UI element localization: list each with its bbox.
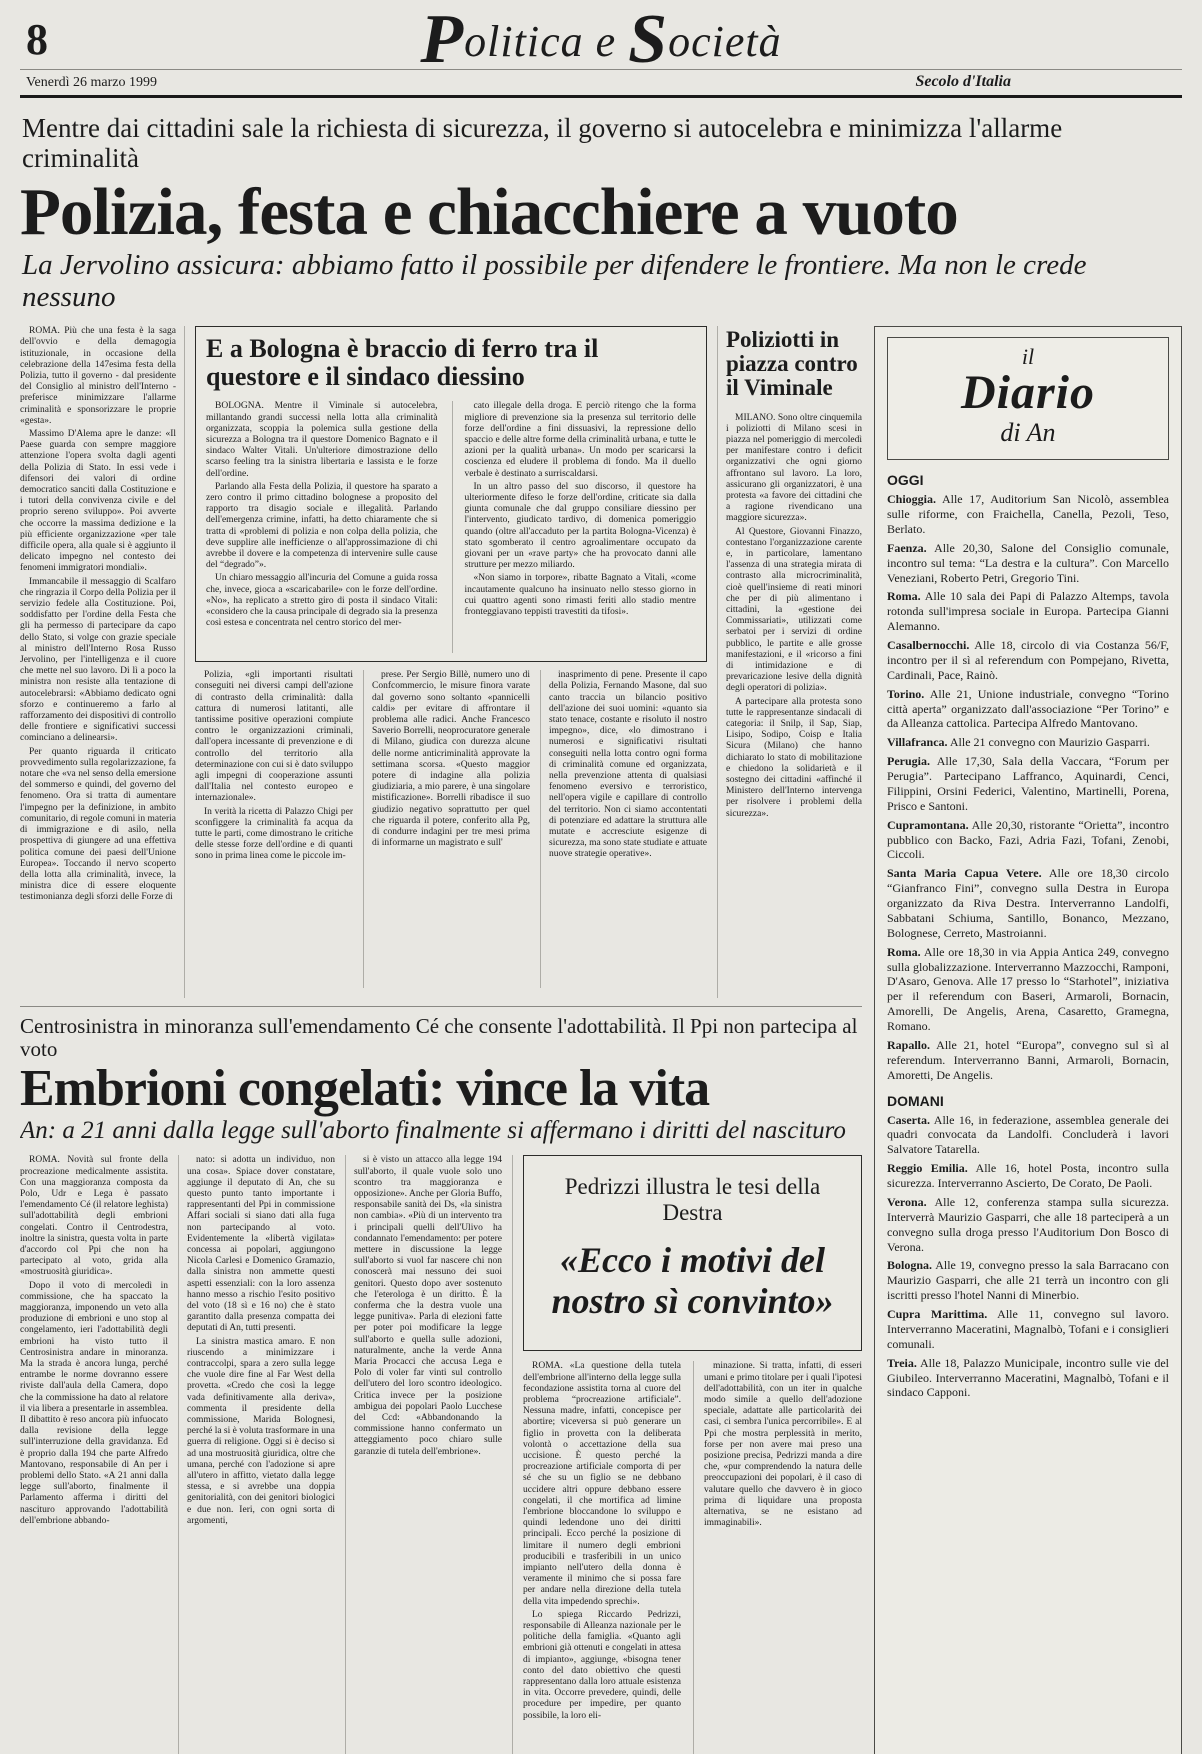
article2-body (20, 1155, 862, 1754)
diario-entry-city: Rapallo. (887, 1037, 931, 1052)
paragraph: In un altro passo del suo discorso, il questore ha ulteriormente difeso le forze dell'ordine, criticate sia dalla giunta comunale che dal gruppo consiliare diessino per l'intervento, giudicato tardivo, di domenica pomeriggio quando (oltre all'accaduto per la partita Bologna-Vicenza) è stato sgomberato il centro agroalimentare occupato da giovani per un «rave party» che ha provocato danni alle strutture per mezzo miliardo. (464, 481, 696, 571)
main-column (20, 326, 862, 1754)
paragraph: ROMA. Novità sul fronte della procreazione medicalmente assistita. Con una maggioranza composta da Polo, Udr e Lega è passato l'emendamento Cé (il relatore leghista) sull'adottabilità degli embrioni congelati. Contro il Centrodestra, inoltre la sinistra, questa volta in parte d'accordo col Ppi che non ha partecipato al voto, grida alla «mostruosità giuridica». (20, 1155, 168, 1278)
diario-entry-text: Alle 21, Unione industriale, convegno “Torino città aperta” organizzato dall'associazione “Per Torino” e da Alleanza cattolica. Partecipa Alfredo Mantovano. (887, 686, 1169, 731)
paragraph: Per quanto riguarda il criticato provvedimento sulla regolarizzazione, fa notare che «va nel senso della emersione del sommerso e quindi, del governo del fenomeno. Ora si tratta di aumentare l'impegno per la definizione, in ambito comunitario, di regole comuni in materia di immigrazione e di asilo, nella prospettiva di giungere ad una effettiva politica comune dei paesi dell'Unione Europea». Toccando il nervo scoperto della lotta alla criminalità, invece, la ministra dice di essere eloquente testimonianza degli sforzi delle Forze di (20, 746, 176, 903)
content-row (20, 326, 1182, 1754)
paragraph: prese. Per Sergio Billè, numero uno di Confcommercio, le misure finora varate dal governo sono soltanto «pannicelli caldi» per evitare di affrontare il problema alle radici. Anche Francesco Saverio Borrelli, neoprocuratore generale di Milano, giudica con durezza alcune delle norme anticriminalità approvate la settimana scorsa. «Questo maggior potere di indagine alla polizia giudiziaria, a mio parere, è una singolare mistificazione». Borrelli ribadisce il suo giudizio negativo soprattutto per quel che riguarda il potere, conferito alla Pg, di condurre indagini per tre mesi prima di informarne un magistrato e sull' (372, 670, 530, 849)
section-initial-p: P (420, 1, 465, 78)
article2-col2 (178, 1155, 335, 1754)
section-text-1: olitica e (464, 17, 629, 66)
oggi-entries (887, 492, 1169, 1082)
pedrizzi-body (523, 1361, 862, 1754)
diario-entry-city: Roma. (887, 589, 921, 604)
diario-entry (887, 638, 1169, 683)
diario-entry-text: Alle 17,30, Sala della Vaccara, “Forum per Perugia”. Partecipano Laffranco, Aquinardi, Cenci, Filippini, Orsini Federici, Valentino, Martinelli, Porena, Prisco e Santoni. (887, 754, 1169, 813)
diario-entry-city: Chioggia. (887, 492, 937, 507)
article2-col3 (345, 1155, 502, 1754)
pedrizzi-quote-box (523, 1155, 862, 1351)
article2-kicker: Centrosinistra in minoranza sull'emendamento Cé che consente l'adottabilità. Il Ppi non partecipa al voto (20, 1014, 858, 1062)
diario-entry (887, 818, 1169, 863)
diario-entry (887, 1258, 1169, 1303)
diario-entry-city: Caserta. (887, 1112, 930, 1127)
diario-entry (887, 1161, 1169, 1191)
oggi-label: OGGI (887, 472, 924, 489)
diario-entry-text: Alle 16, in federazione, assemblea generale dei quadri convocata da Landolfi. Concluderà i lavori Salvatore Tatarella. (887, 1112, 1170, 1157)
pedrizzi-quote: «Ecco i motivi del nostro sì convinto» (551, 1240, 834, 1321)
diario-entry (887, 1195, 1169, 1255)
diario-entry (887, 687, 1169, 732)
bologna-box-title: E a Bologna è braccio di ferro tra il questore e il sindaco diessino (206, 334, 599, 392)
section-text-2: ocietà (668, 17, 782, 66)
paragraph: ROMA. «La questione della tutela dell'embrione all'interno della legge sulla fecondazione assistita torna al cuore del problema “procreazione artificiale”. Nessuna madre, infatti, concepisce per abortire; viceversa si può generare un figlio in provetta con la deliberata volontà o accettazione della sua uccisione. È questo perché la procreazione artificiale comporta di per sé che su un figlio se ne debbano uccidere altri oppure debbano essere congelati, il che mortifica ad limine l'embrione bloccandone lo sviluppo e quindi ledendone uno dei diritti principali. Ecco perché la posizione di limitare il numero degli embrioni producibili e trasferibili in un unico impianto nell'utero della donna è veramente il minimo che si possa fare per andare nella direzione della tutela della vita impedendo sprechi». (523, 1361, 681, 1607)
paragraph: ROMA. Più che una festa è la saga dell'ovvio e della demagogia istituzionale, in occasione della celebrazione della 147esima festa della Polizia, tutto il governo - dal presidente del Consiglio al ministro dell'Interno - preferisce minimizzare l'allarme criminalità e sponsorizzare le proprie «gesta». (20, 326, 176, 426)
diario-entry (887, 1038, 1169, 1083)
paragraph: MILANO. Sono oltre cinquemila i poliziotti di Milano scesi in piazza nel pomeriggio di mercoledì per manifestare contro i deficit organizzativi che ogni giorno affrontano sul lavoro. La loro, assicurano gli organizzatori, è una protesta «a favore dei cittadini che a ragione rivendicano una maggiore sicurezza». (726, 412, 862, 524)
diario-entry (887, 866, 1169, 940)
paragraph: «Non siamo in torpore», ribatte Bagnato a Vitali, «come incautamente qualcuno ha insinuato nello stesso giorno in cui quattro agenti sono rimasti feriti allo stadio mentre fronteggiavano teppisti travestiti da tifosi». (464, 573, 696, 617)
diario-entry (887, 589, 1169, 634)
diario-rail (874, 326, 1182, 1754)
diario-entry-text: Alle 18, circolo di via Costanza 56/F, incontro per il sì al referendum con Pompejano, Rivetta, Cardinali, Pace, Rainò. (887, 638, 1169, 682)
diario-entry-text: Alle ore 18,30 circolo “Gianfranco Fini”, convegno sulla Destra in Europa organizzato da Riva Destra. Interverranno Landolfi, Sabbatani Schiuma, Santillo, Bonanco, Mezzano, Bolognese, Cerreto, Mastroianni. (887, 866, 1169, 940)
diario-entry-city: Treia. (887, 1355, 917, 1370)
paragraph: A partecipare alla protesta sono tutte le rappresentanze sindacali di categoria: il Snilp, il Sap, Siap, Lisipo, Sodipo, Coisp e Italia Sicura (Milano) che hanno dichiarato lo stato di mobilitazione e chiedono la solidarietà e il sostegno dei cittadini «affinché il Ministero dell'Interno intervenga per risolvere i problemi della sicurezza». (726, 696, 862, 819)
diario-entry-text: Alle 21, hotel “Europa”, convegno sul sì al referendum. Interverranno Banni, Armaroli, Bornacin, Amoretti, De Angelis. (887, 1037, 1169, 1082)
article2-col1 (20, 1155, 168, 1754)
diario-entry-city: Bologna. (887, 1258, 933, 1273)
bologna-box-col1 (206, 401, 438, 653)
pedrizzi-quote-kicker: Pedrizzi illustra le tesi della Destra (564, 1174, 821, 1226)
section-header (20, 1, 1182, 78)
poliziotti-body (726, 413, 862, 820)
diario-entry-city: Cupra Marittima. (887, 1307, 988, 1322)
paragraph: Al Questore, Giovanni Finazzo, contestano l'organizzazione carente e, in particolare, lamentano l'assenza di una strategia mirata di contrasto alla microcriminalità, cioè quell'insieme di reati minori che per di più alimentano i cittadini, la «gestione dei Commissariati», utilizzati come serbatoi per i servizi di ordine pubblico, le partite e alle grosse manifestazioni, e il «ricorso a fini di intimidazione e di prevaricazione lesive della dignità degli operatori di polizia». (726, 526, 862, 694)
section-title (420, 1, 782, 78)
diario-entry-text: Alle 16, hotel Posta, incontro sulla sicurezza. Interverranno Ascierto, De Corato, De Paoli. (887, 1161, 1170, 1191)
paragraph: Un chiaro messaggio all'incuria del Comune a guida rossa che, invece, gioca a «scaricabarile» con le forze dell'ordine. «No», ha replicato a stretto giro di posta il sindaco Vitali: «considero che la causa principale di degrado sia la presenza così estesa e concentrata nel centro storico del mer- (206, 573, 438, 629)
diario-logo-il: il (1021, 344, 1035, 370)
masthead: Secolo d'Italia (915, 73, 1011, 90)
bologna-box-col2 (452, 401, 697, 653)
paragraph: Immancabile il messaggio di Scalfaro che ringrazia il Corpo della Polizia per il servizio fedele alla Costituzione. Poi, soddisfatto per l'ordine della Festa che gli ha permesso di partecipare da capo dello Stato, si volge con grazie speciale al ministro dell'Interno Rosa Russo Jervolino, per l'intelligenza e il cuore che mette nel suo lavoro. Di lì a poco la ministra non resiste alla tentazione di autocelebrarsi: «Abbiamo dedicato ogni sforzo e continueremo a farlo al rafforzamento dei dispositivi di controllo delle frontiere e significativi successi cominciano a delinearsi». (20, 576, 177, 744)
article1-kicker: Mentre dai cittadini sale la richiesta di sicurezza, il governo si autocelebra e minimizza l'allarme criminalità (22, 113, 1063, 173)
poliziotti-column (717, 326, 862, 998)
diario-entry (887, 735, 1169, 750)
paragraph: In verità la ricetta di Palazzo Chigi per sconfiggere la criminalità fa acqua da tutte le parti, come dimostrano le critiche delle stesse forze dell'ordine e di quanti sono in prima linea come le piccole im- (195, 806, 353, 862)
page-number: 8 (26, 15, 48, 64)
diario-entry-text: Alle 17, Auditorium San Nicolò, assemblea sulle riforme, con Fraichella, Canella, Pezoli, Teso, Berlato. (887, 492, 1169, 536)
paragraph: Massimo D'Alema apre le danze: «Il Paese guarda con sempre maggiore attenzione l'opera svolta dagli agenti della Polizia di Stato. In essi vede i difensori dei valori di ordine democratico sanciti dalla Costituzione e i tutori della convivenza civile e del proprio sereno sviluppo». Poi avverte che occorre la massima dedizione e la più efficiente organizzazione «per tale difficile opera, alla quale si è aggiunto il delicato impegno nel contesto dei fenomeni immigratori mondiali». (20, 428, 176, 574)
diario-entry (887, 1113, 1169, 1158)
article1-headline: Polizia, festa e chiacchiere a vuoto (20, 175, 958, 250)
diario-entry-city: Faenza. (887, 540, 927, 555)
paragraph: Parlando alla Festa della Polizia, il questore ha sparato a zero contro il primo cittadino bolognese a proposito del rapporto tra disagio sociale e illegalità. Parlando dell'emergenza crimine, infatti, ha detto chiaramente che si tratta di «problemi di polizia e non colpa della polizia, che deve supplire alle inefficienze o all'approssimazione di chi avrebbe il dovere e la competenza di intervenire sulle cause del “degrado”». (206, 481, 438, 571)
diario-entry-city: Santa Maria Capua Vetere. (887, 866, 1042, 881)
diario-entry-text: Alle 21 convegno con Maurizio Gasparri. (949, 735, 1150, 750)
diario-logo-di-an: di An (1000, 417, 1056, 447)
paragraph: Dopo il voto di mercoledì in commissione, che ha spaccato la maggioranza, imponendo un veto alla produzione di embrioni e uno stop al congelamento, ieri l'adottabilità degli embrioni ha visto tutto il Centrosinistra andare in minoranza. Ma la strada è ancora lunga, perché entrambe le norme dovranno essere riviste dall'aula della Camera, dopo che la commissione ha dato al relatore il via libera a presentarle in assemblea. Il dibattito è reso ancora più infuocato dalla revisione della legge sull'interruzione della gravidanza. Ed è proprio dalla 194 che parte Alfredo Mantovano, responsabile di An per i problemi dello Stato. «A 21 anni dalla legge sull'aborto, finalmente il Parlamento afferma i diritti del nascituro approvando l'adottabilità dell'embrione abbando- (20, 1280, 168, 1526)
article2-headline: Embrioni congelati: vince la vita (20, 1060, 710, 1118)
paragraph: Polizia, «gli importanti risultati conseguiti nei diversi campi dell'azione di contrasto della criminalità: dalla cattura di numerosi latitanti, alle tantissime positive operazioni compiute contro le organizzazioni criminali, dall'opera incessante di prevenzione e di controllo del territorio alla determinazione con cui si è dato sviluppo agli impegni di cooperazione assunti dall'Italia nel contesto europeo e internazionale». (195, 670, 353, 804)
diario-logo-diario: Diario (960, 366, 1095, 420)
paragraph: La sinistra mastica amaro. E non riuscendo a minimizzare i contraccolpi, spara a zero sulla legge che vuole dire fine al Far West della provetta. «Credo che così la legge vada definitivamente alla deriva», commenta il presidente della commissione, Marida Bolognesi, perché la si è voluta trasformare in una guerra di religione. Oggi si è deciso sì ad una mostruosità giuridica, oltre che umana, perché con l'adozione si apre all'utero in affitto, vietato dalla legge stessa, e si avrebbe una doppia genitorialità, con dei genitori biologici e due non. Ieri, con ogni sorta di argomenti, (187, 1336, 335, 1526)
pedrizzi-body-col1 (523, 1361, 681, 1754)
continuation-col1 (195, 670, 353, 988)
diario-entry-city: Roma. (887, 944, 921, 959)
diario-entry (887, 754, 1169, 814)
diario-entry-city: Casalbernocchi. (887, 638, 970, 653)
diario-entry-text: Alle 18, Palazzo Municipale, incontro sulle vie del Giubileo. Interverranno Maceratini, Magnalbò, Tofani e il sindaco Capponi. (887, 1355, 1169, 1400)
article1-body (20, 326, 862, 998)
diario-entry-city: Torino. (887, 686, 925, 701)
bologna-box-columns (206, 401, 696, 653)
paragraph: minazione. Si tratta, infatti, di esseri umani e primo titolare per i quali l'ipotesi dell'adottabilità, con un iter in qualche modo simile a quello dell'adozione speciale, adattate alle particolarità dei casi, ci sembra l'unica percorribile». E al Ppi che mostra perplessità in merito, forse per non avere mai preso una posizione precisa, Pedrizzi manda a dire che, «pur comprendendo la natura delle preoccupazioni dei popolari, è il caso di valutare quello che davvero è in gioco prima di liquidare una proposta alternativa, se ne esistano ad immaginabili». (704, 1361, 862, 1529)
diario-entry-text: Alle 11, convegno sul lavoro. Interverranno Maceratini, Magnalbò, Tofani e i consiglieri comunali. (887, 1307, 1169, 1351)
diario-entry-text: Alle 20,30, Salone del Consiglio comunale, incontro sul tema: “La destra e la cultura”. Con Marcello Veneziani, Roberto Petri, Gregorio Tini. (887, 540, 1169, 585)
diario-entry-city: Cupramontana. (887, 817, 969, 832)
diario-entry (887, 492, 1169, 537)
edition-date: Venerdì 26 marzo 1999 (26, 75, 158, 90)
paragraph: si è visto un attacco alla legge 194 sull'aborto, il quale vuole solo uno scontro tra maggioranza e opposizione». Anche per Gloria Buffo, responsabile sanità dei Ds, «la sinistra non cambia». «Più di un intervento tra i principali quelli dell'Ulivo ha condannato l'emendamento: per potere mettere in discussione la legge sull'aborto si vuol far nascere chi non conoscerà mai nessuno dei suoi genitori. Questo dopo aver sostenuto che l'eterologa è un diritto. È la conferma che la destra vuole una legge punitiva». Parla di elezioni fatte per poter poi modificare la legge sull'aborto e quella sulle adozioni, naturalmente, anche la verde Anna Maria Procacci che accusa Lega e Polo di voler far vinti sul controllo dell'utero del loro scontro ideologico. Critica invece per la posizione ambigua dei popolari Paolo Lucchese del Ccd: «Abbandonando la commissione hanno confermato un atteggiamento poco chiaro sulle garanzie di tutela dell'embrione». (354, 1155, 502, 1457)
diario-entry-text: Alle 12, conferenza stampa sulla sicurezza. Interverrà Maurizio Gasparri, che alle 18 parteciperà a un convegno sulla droga presso l'Auditorium Don Bosco di Verona. (887, 1194, 1169, 1254)
diario-entry-text: Alle ore 18,30 in via Appia Antica 249, convegno sulla globalizzazione. Interverranno Mazzocchi, Ramponi, D'Asaro, Genova. Alle 17 presso lo “Starhotel”, iniziativa per il referendum con Baseri, Armaroli, Bornacin, Amorelli, De Angelis, Arena, Casaretto, Gramegna, Romano. (887, 944, 1169, 1034)
poliziotti-title: Poliziotti in piazza contro il Viminale (726, 327, 858, 401)
diario-entry-city: Villafranca. (887, 735, 948, 750)
paragraph: nato: si adotta un individuo, non una cosa». Spiace dover constatare, aggiunge il deputato di An, che su questo punto tanto importante i rappresentanti del Ppi in commissione Affari sociali si siano dati alla fuga non partecipando al voto. Evidentemente la «libertà vigilata» concessa ai popolari, aggiungono Nicola Carlesi e Domenico Gramazio, dalla sinistra non ammette questi aspetti essenziali: con la loro assenza hanno messo a rischio l'esito positivo del voto (18 sì e 16 no) che è stato garantito dalla presenza compatta dei deputati di An, tutti presenti. (187, 1155, 335, 1334)
diario-entry-city: Perugia. (887, 754, 930, 769)
pedrizzi-body-col2 (693, 1361, 862, 1754)
article1-continuation (195, 670, 707, 988)
paragraph: BOLOGNA. Mentre il Viminale si autocelebra, millantando grandi successi nella lotta alla criminalità organizzata, scoppia la polemica sulla gestione della sicurezza a Bologna tra il questore Domenico Bagnato e il sindaco Walter Vitali. Un'ulteriore dimostrazione dello scarso feeling tra la sinistra libertaria e lassista e le forze dell'ordine. (206, 401, 438, 479)
continuation-col3 (540, 670, 707, 988)
continuation-col2 (363, 670, 530, 988)
diario-entry-text: Alle 10 sala dei Papi di Palazzo Altemps, tavola rotonda sull'impresa sociale in Europa. Partecipa Gianni Alemanno. (887, 589, 1170, 634)
paragraph: inasprimento di pene. Presente il capo della Polizia, Fernando Masone, dal suo canto traccia un bilancio positivo dell'azione dei suoi uomini: «quanto sia stato tenace, costante e risoluto il nostro impegno», dice, «lo dimostrano i numerosi e significativi risultati conseguiti nella lotta contro ogni forma di criminalità comune ed organizzata, nella prevenzione attenta di qualsiasi fenomeno eversivo e terroristico, nell'opera vigile e capillare di controllo del territorio. Non ci siamo accontentati di potenziare ed adattare la struttura alle mutate e accresciute esigenze di sicurezza, ma sono state studiate e attuate nuove strategie operative». (549, 670, 707, 860)
article2 (20, 1006, 862, 1754)
article1-subhead: La Jervolino assicura: abbiamo fatto il possibile per difendere le frontiere. Ma non le crede nessuno (22, 249, 1087, 314)
diario-entry-text: Alle 19, convegno presso la sala Barracano con Maurizio Gasparri, che alle 21 terrà un incontro con gli iscritti presso l'hotel Nanni di Minerbio. (887, 1258, 1169, 1303)
diario-entry-city: Reggio Emilia. (887, 1161, 968, 1176)
section-initial-s: S (628, 1, 669, 78)
domani-label: DOMANI (887, 1092, 944, 1109)
paragraph: cato illegale della droga. E perciò ritengo che la forma migliore di prevenzione sia la presenza sul territorio delle forze dell'ordine a fini dissuasivi, la repressione dello spaccio e delle altre forme della criminalità urbana, e tutte le azioni per la qualità urbana». Un modo per scaricarsi la coscienza ed eludere il problema di fondo. Ma il duello verbale è destinato a surriscaldarsi. (464, 401, 696, 479)
dateline (20, 70, 1182, 98)
diario-entry-city: Verona. (887, 1194, 927, 1209)
article1-middle (195, 326, 707, 998)
diario-logo (887, 337, 1169, 460)
bologna-box (195, 326, 707, 662)
diario-entry-text: Alle 20,30, ristorante “Orietta”, incontro pubblico con Backo, Fazi, Adria Fazi, Tofani, Zenobi, Ciccoli. (887, 817, 1170, 862)
domani-entries (887, 1113, 1169, 1401)
diario-entry (887, 945, 1169, 1034)
article1-lead-column (20, 326, 185, 998)
article2-subhead: An: a 21 anni dalla legge sull'aborto finalmente si affermano i diritti del nascituro (20, 1117, 846, 1145)
paragraph: Lo spiega Riccardo Pedrizzi, responsabile di Alleanza nazionale per le politiche della famiglia. «Quanto agli embrioni già ottenuti e congelati in attesa di impianto», aggiunge, «bisogna tener conto del dato obiettivo che questi rappresentano dalla loro attuale esistenza in vita. Occorre prevedere, quindi, delle procedure per impedire, per quanto possibile, la loro eli- (523, 1609, 681, 1721)
diario-entry (887, 1356, 1169, 1401)
diario-entry (887, 541, 1169, 586)
article2-right-block (512, 1155, 862, 1754)
diario-entry (887, 1307, 1169, 1352)
